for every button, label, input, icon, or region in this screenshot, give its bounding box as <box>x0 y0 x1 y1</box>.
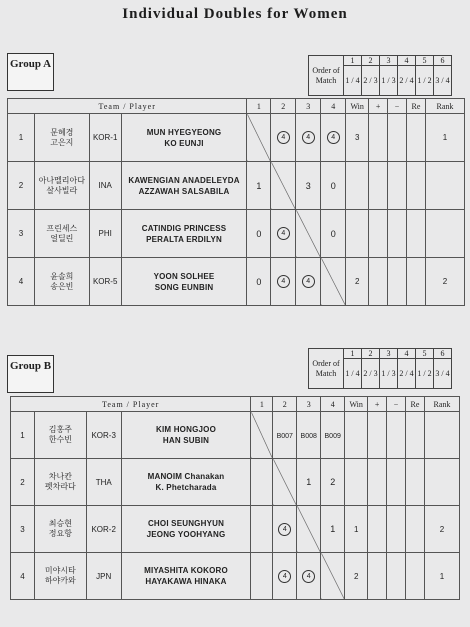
minus-cell <box>388 114 407 162</box>
player-name: AZZAWAH SALSABILA <box>138 186 230 196</box>
match-cell <box>247 162 271 210</box>
player-name: KO EUNJI <box>164 138 204 148</box>
col-header: 2 <box>273 397 297 412</box>
match-cell <box>297 412 321 459</box>
match-cell <box>321 506 345 553</box>
korean-name: 고은지 <box>50 137 74 147</box>
row-number-text: 3 <box>20 524 25 534</box>
match-cell <box>247 114 271 162</box>
col-header: Rank <box>424 397 459 412</box>
row-number <box>8 210 35 258</box>
player-name: CATINDIG PRINCESS <box>141 223 227 233</box>
plus-cell <box>369 258 388 306</box>
player-name: YOON SOLHEE <box>153 271 215 281</box>
col-header: 4 <box>321 397 345 412</box>
match-result: 1 <box>256 180 262 191</box>
team-code-text: INA <box>98 181 112 190</box>
circled-score: 4 <box>277 131 290 144</box>
table-row <box>11 506 460 553</box>
match-cell <box>273 412 297 459</box>
korean-names <box>34 162 89 210</box>
team-code <box>86 412 121 459</box>
match-cell <box>251 412 273 459</box>
match-cell <box>321 258 346 306</box>
player-name: CHOI SEUNGHYUN <box>147 519 225 528</box>
player-name: PERALTA ERDILYN <box>146 234 222 244</box>
team-code <box>89 114 121 162</box>
korean-name: 펫차라다 <box>44 482 76 491</box>
rank-cell <box>424 459 459 506</box>
order-header: 3 <box>380 56 398 66</box>
korean-names <box>34 553 86 600</box>
match-cell <box>297 506 321 553</box>
order-pair: 3 / 4 <box>434 66 452 96</box>
team-code <box>89 258 121 306</box>
plus-cell <box>369 210 388 258</box>
match-result: 0 <box>256 228 262 239</box>
re-cell <box>407 162 426 210</box>
col-header: 1 <box>247 99 271 114</box>
win-cell <box>345 553 368 600</box>
re-cell <box>407 114 426 162</box>
match-cell <box>297 459 321 506</box>
win-count: 2 <box>354 277 360 286</box>
match-result: 2 <box>330 477 336 487</box>
rank-cell <box>425 162 464 210</box>
order-pair: 2 / 3 <box>362 359 380 389</box>
order-header: 4 <box>398 56 416 66</box>
rank-cell <box>425 210 464 258</box>
re-cell <box>406 459 425 506</box>
order-header: 3 <box>380 349 398 359</box>
match-cell <box>273 459 297 506</box>
match-cell <box>321 210 346 258</box>
order-header: 2 <box>362 349 380 359</box>
group-b-results-table <box>10 396 460 600</box>
korean-name: 정요항 <box>48 529 72 538</box>
minus-cell <box>387 459 406 506</box>
rank-cell <box>425 258 464 306</box>
team-code <box>89 210 121 258</box>
rank-value: 1 <box>442 133 448 142</box>
match-cell <box>271 114 296 162</box>
table-row <box>8 258 465 306</box>
group-a-label-text: Group A <box>9 58 52 70</box>
player-name: HAYAKAWA HINAKA <box>145 577 227 586</box>
rank-cell <box>424 553 459 600</box>
team-code-text: KOR-2 <box>91 524 116 534</box>
team-code-text: JPN <box>96 571 112 581</box>
match-code: B009 <box>324 432 341 440</box>
col-header: 1 <box>251 397 273 412</box>
re-cell <box>407 210 426 258</box>
row-number-text: 4 <box>18 277 24 286</box>
minus-cell <box>388 210 407 258</box>
order-header: 1 <box>344 56 362 66</box>
match-cell <box>271 258 296 306</box>
minus-cell <box>388 258 407 306</box>
row-number <box>8 114 35 162</box>
order-pair: 1 / 4 <box>344 66 362 96</box>
player-name: SONG EUNBIN <box>154 282 214 292</box>
group-b-label <box>7 355 54 393</box>
rank-value: 2 <box>442 277 448 286</box>
player-name: MANOIM Chanakan <box>147 472 225 481</box>
re-cell <box>406 412 425 459</box>
team-player-header: Team / Player <box>11 397 251 412</box>
col-header: Rank <box>425 99 464 114</box>
plus-cell <box>369 114 388 162</box>
player-names <box>121 162 247 210</box>
col-header: 3 <box>297 397 321 412</box>
match-cell <box>273 506 297 553</box>
order-pair: 1 / 2 <box>416 66 434 96</box>
table-row <box>8 114 465 162</box>
row-number-text: 3 <box>18 229 24 238</box>
col-header: Win <box>345 397 368 412</box>
order-header: 4 <box>398 349 416 359</box>
order-of-match-label: Order of Match <box>309 349 344 389</box>
team-code <box>86 459 121 506</box>
col-header: + <box>368 397 387 412</box>
player-names <box>121 114 247 162</box>
plus-cell <box>368 506 387 553</box>
team-code <box>89 162 121 210</box>
group-b-order-table <box>308 348 452 389</box>
order-pair: 1 / 2 <box>416 359 434 389</box>
circled-score: 4 <box>277 275 290 288</box>
table-row <box>8 162 465 210</box>
match-result: 3 <box>305 180 311 191</box>
win-cell <box>345 506 368 553</box>
korean-name: 김홍주 <box>48 425 72 434</box>
player-name: KIM HONGJOO <box>156 425 216 434</box>
korean-names <box>34 506 86 553</box>
order-pair: 2 / 4 <box>398 359 416 389</box>
row-number-text: 1 <box>20 430 25 440</box>
match-cell <box>251 506 273 553</box>
match-cell <box>296 162 321 210</box>
row-number-text: 2 <box>18 181 24 190</box>
rank-cell <box>424 412 459 459</box>
order-header: 6 <box>434 56 452 66</box>
order-header: 1 <box>344 349 362 359</box>
match-result: 0 <box>256 276 262 287</box>
team-code-text: KOR-5 <box>92 277 118 286</box>
match-cell <box>296 258 321 306</box>
order-pair: 1 / 3 <box>380 359 398 389</box>
player-names <box>121 258 247 306</box>
player-name: KAWENGIAN ANADELEYDA <box>128 175 240 185</box>
re-cell <box>406 553 425 600</box>
order-pair: 3 / 4 <box>434 359 452 389</box>
player-names <box>121 553 251 600</box>
order-pair: 1 / 4 <box>344 359 362 389</box>
korean-names <box>34 412 86 459</box>
korean-name: 윤솔희 <box>50 271 74 281</box>
korean-name: 하야카와 <box>44 576 76 585</box>
minus-cell <box>387 506 406 553</box>
group-b-label-text: Group B <box>9 360 52 372</box>
korean-names <box>34 258 89 306</box>
match-result: 1 <box>330 524 336 534</box>
korean-names <box>34 114 89 162</box>
match-cell <box>321 114 346 162</box>
circled-score: 4 <box>278 523 291 536</box>
korean-name: 얼딜린 <box>50 233 74 243</box>
order-header: 5 <box>416 349 434 359</box>
circled-score: 4 <box>302 275 315 288</box>
korean-name: 아나멜리아다 <box>38 175 85 185</box>
table-row <box>11 412 460 459</box>
win-cell <box>346 210 369 258</box>
player-names <box>121 459 251 506</box>
team-code-text: THA <box>95 477 112 487</box>
re-cell <box>407 258 426 306</box>
re-cell <box>406 506 425 553</box>
win-cell <box>345 459 368 506</box>
minus-cell <box>387 553 406 600</box>
match-cell <box>297 553 321 600</box>
match-cell <box>296 210 321 258</box>
team-code-text: PHI <box>98 229 112 238</box>
korean-name: 미야시타 <box>44 566 76 575</box>
row-number <box>11 412 35 459</box>
circled-score: 4 <box>302 131 315 144</box>
rank-cell <box>424 506 459 553</box>
row-number-text: 4 <box>20 571 25 581</box>
row-number <box>11 459 35 506</box>
match-code: B008 <box>300 432 317 440</box>
player-name: MIYASHITA KOKORO <box>144 566 228 575</box>
win-cell <box>346 162 369 210</box>
row-number <box>11 506 35 553</box>
player-names <box>121 412 251 459</box>
player-names <box>121 506 251 553</box>
group-a-order-table <box>308 55 452 96</box>
row-number-text: 2 <box>20 477 25 487</box>
circled-score: 4 <box>278 570 291 583</box>
plus-cell <box>368 459 387 506</box>
table-row <box>8 210 465 258</box>
plus-cell <box>369 162 388 210</box>
match-cell <box>273 553 297 600</box>
win-count: 2 <box>353 571 359 581</box>
group-a-label <box>7 53 54 91</box>
match-cell <box>296 114 321 162</box>
korean-name: 최승현 <box>48 519 72 528</box>
player-name: JEONG YOOHYANG <box>146 530 226 539</box>
win-cell <box>345 412 368 459</box>
col-header: 4 <box>321 99 346 114</box>
row-number <box>8 162 35 210</box>
minus-cell <box>388 162 407 210</box>
order-header: 5 <box>416 56 434 66</box>
order-of-match-label: Order of Match <box>309 56 344 96</box>
team-code-text: KOR-3 <box>91 430 116 440</box>
table-row <box>11 459 460 506</box>
match-cell <box>251 459 273 506</box>
win-cell <box>346 114 369 162</box>
group-a-results-table <box>7 98 465 306</box>
match-cell <box>321 459 345 506</box>
order-header: 6 <box>434 349 452 359</box>
circled-score: 4 <box>302 570 315 583</box>
col-header: Win <box>346 99 369 114</box>
plus-cell <box>368 412 387 459</box>
minus-cell <box>387 412 406 459</box>
order-header: 2 <box>362 56 380 66</box>
player-name: HAN SUBIN <box>162 436 210 445</box>
rank-cell <box>425 114 464 162</box>
page-title: Individual Doubles for Women <box>122 6 348 22</box>
match-cell <box>321 412 345 459</box>
col-header: + <box>369 99 388 114</box>
col-header: Re <box>407 99 426 114</box>
match-cell <box>247 210 271 258</box>
order-pair: 1 / 3 <box>380 66 398 96</box>
player-name: MUN HYEGYEONG <box>146 127 222 137</box>
plus-cell <box>368 553 387 600</box>
col-header: 3 <box>296 99 321 114</box>
rank-value: 2 <box>439 524 445 534</box>
korean-name: 프린세스 <box>46 223 78 233</box>
row-number-text: 1 <box>18 133 24 142</box>
match-result: 1 <box>306 477 312 487</box>
match-cell <box>271 210 296 258</box>
win-count: 1 <box>353 524 359 534</box>
match-cell <box>321 162 346 210</box>
korean-name: 차나칸 <box>48 472 72 481</box>
match-cell <box>251 553 273 600</box>
match-result: 0 <box>330 180 336 191</box>
match-code: B007 <box>276 432 293 440</box>
korean-name: 문혜경 <box>50 127 74 137</box>
win-count: 3 <box>354 133 360 142</box>
rank-value: 1 <box>439 571 445 581</box>
match-cell <box>247 258 271 306</box>
match-result: 0 <box>330 228 336 239</box>
table-row <box>11 553 460 600</box>
order-pair: 2 / 4 <box>398 66 416 96</box>
player-name: K. Phetcharada <box>155 483 217 492</box>
korean-names <box>34 459 86 506</box>
team-player-header: Team / Player <box>8 99 247 114</box>
circled-score: 4 <box>277 227 290 240</box>
korean-name: 한수빈 <box>48 435 72 444</box>
korean-name: 살사빌라 <box>46 185 78 195</box>
order-pair: 2 / 3 <box>362 66 380 96</box>
col-header: 2 <box>271 99 296 114</box>
player-names <box>121 210 247 258</box>
col-header: − <box>387 397 406 412</box>
match-cell <box>271 162 296 210</box>
win-cell <box>346 258 369 306</box>
korean-name: 송은빈 <box>50 281 74 291</box>
korean-names <box>34 210 89 258</box>
row-number <box>11 553 35 600</box>
row-number <box>8 258 35 306</box>
circled-score: 4 <box>327 131 340 144</box>
match-cell <box>321 553 345 600</box>
col-header: Re <box>406 397 425 412</box>
team-code <box>86 553 121 600</box>
team-code-text: KOR-1 <box>92 133 118 142</box>
col-header: − <box>388 99 407 114</box>
team-code <box>86 506 121 553</box>
